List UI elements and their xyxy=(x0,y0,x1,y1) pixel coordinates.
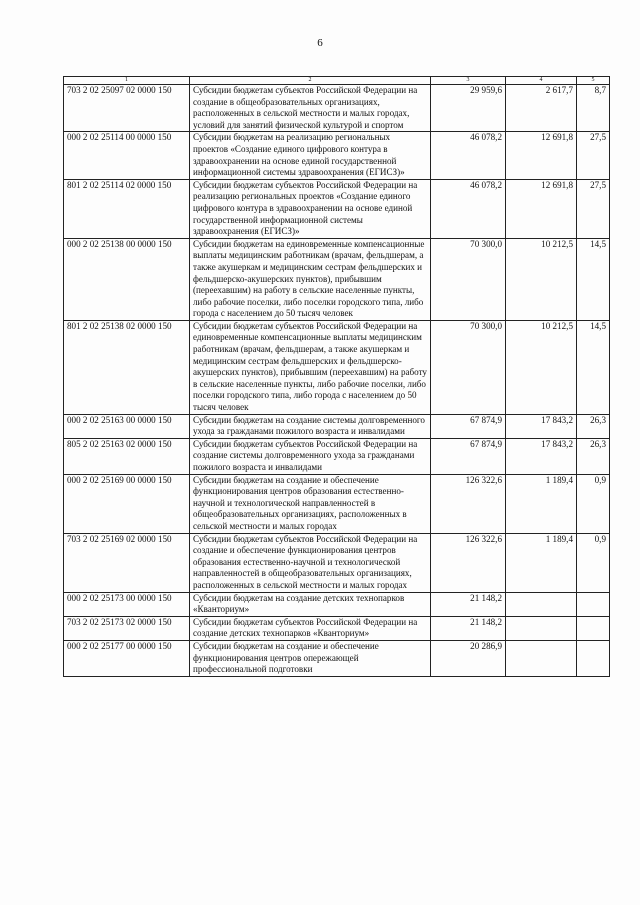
table-row xyxy=(64,132,610,179)
table-row xyxy=(64,414,610,438)
plan-amount-cell: 46 078,2 xyxy=(431,179,506,238)
plan-amount-cell: 67 874,9 xyxy=(431,414,506,438)
description-cell: Субсидии бюджетам на создание системы долговременного ухода за гражданами пожилого возраста и инвалидами xyxy=(190,414,431,438)
table-row xyxy=(64,179,610,238)
actual-amount-cell xyxy=(506,640,577,676)
actual-amount-cell: 10 212,5 xyxy=(506,238,577,320)
actual-amount-cell: 10 212,5 xyxy=(506,320,577,414)
percent-cell xyxy=(577,616,610,640)
budget-code-cell: 000 2 02 25163 00 0000 150 xyxy=(64,414,190,438)
budget-code-cell: 000 2 02 25138 00 0000 150 xyxy=(64,238,190,320)
budget-code-cell: 000 2 02 25169 00 0000 150 xyxy=(64,474,190,533)
budget-code-cell: 801 2 02 25138 02 0000 150 xyxy=(64,320,190,414)
plan-amount-cell: 29 959,6 xyxy=(431,85,506,132)
table-row xyxy=(64,592,610,616)
table-row xyxy=(64,238,610,320)
actual-amount-cell: 12 691,8 xyxy=(506,132,577,179)
column-header-1: 1 xyxy=(64,77,190,85)
budget-code-cell: 703 2 02 25097 02 0000 150 xyxy=(64,85,190,132)
budget-code-cell: 000 2 02 25177 00 0000 150 xyxy=(64,640,190,676)
plan-amount-cell: 126 322,6 xyxy=(431,533,506,592)
description-cell: Субсидии бюджетам на создание детских технопарков «Кванториум» xyxy=(190,592,431,616)
description-cell: Субсидии бюджетам субъектов Российской Федерации на создание в общеобразовательных организациях, расположенных в сельской местности и малых городах, условий для занятий физической культурой и спортом xyxy=(190,85,431,132)
percent-cell: 0,9 xyxy=(577,474,610,533)
budget-table xyxy=(63,76,610,677)
column-header-2: 2 xyxy=(190,77,431,85)
table-row xyxy=(64,533,610,592)
percent-cell: 0,9 xyxy=(577,533,610,592)
column-header-5: 5 xyxy=(577,77,610,85)
budget-code-cell: 703 2 02 25173 02 0000 150 xyxy=(64,616,190,640)
plan-amount-cell: 21 148,2 xyxy=(431,616,506,640)
budget-table-body xyxy=(64,77,610,677)
column-header-4: 4 xyxy=(506,77,577,85)
budget-code-cell: 703 2 02 25169 02 0000 150 xyxy=(64,533,190,592)
percent-cell: 26,3 xyxy=(577,438,610,474)
percent-cell: 27,5 xyxy=(577,179,610,238)
percent-cell: 8,7 xyxy=(577,85,610,132)
percent-cell: 27,5 xyxy=(577,132,610,179)
description-cell: Субсидии бюджетам субъектов Российской Федерации на создание и обеспечение функционирования центров образования естественно-научной и технологической направленностей в общеобразовательных организациях, расположенных в сельской местности и малых городах xyxy=(190,533,431,592)
actual-amount-cell: 2 617,7 xyxy=(506,85,577,132)
plan-amount-cell: 21 148,2 xyxy=(431,592,506,616)
column-header-3: 3 xyxy=(431,77,506,85)
table-row xyxy=(64,320,610,414)
column-number-row xyxy=(64,77,610,85)
description-cell: Субсидии бюджетам субъектов Российской Федерации на единовременные компенсационные выплаты медицинским работникам (врачам, фельдшерам, а также акушеркам и медицинским сестрам фельдшерских и фельдшерско-акушерских пунктов), прибывшим (переехавшим) на работу в сельские населенные пункты, либо рабочие поселки, либо поселки городского типа, либо города с населением до 50 тысяч человек xyxy=(190,320,431,414)
table-row xyxy=(64,85,610,132)
budget-code-cell: 801 2 02 25114 02 0000 150 xyxy=(64,179,190,238)
description-cell: Субсидии бюджетам субъектов Российской Федерации на создание детских технопарков «Кванториум» xyxy=(190,616,431,640)
plan-amount-cell: 46 078,2 xyxy=(431,132,506,179)
budget-code-cell: 805 2 02 25163 02 0000 150 xyxy=(64,438,190,474)
table-row xyxy=(64,640,610,676)
description-cell: Субсидии бюджетам на создание и обеспечение функционирования центров опережающей профессиональной подготовки xyxy=(190,640,431,676)
actual-amount-cell xyxy=(506,616,577,640)
actual-amount-cell: 17 843,2 xyxy=(506,438,577,474)
plan-amount-cell: 67 874,9 xyxy=(431,438,506,474)
percent-cell: 26,3 xyxy=(577,414,610,438)
plan-amount-cell: 126 322,6 xyxy=(431,474,506,533)
description-cell: Субсидии бюджетам на реализацию региональных проектов «Создание единого цифрового контура в здравоохранении на основе единой государственной информационной системы здравоохранения (ЕГИСЗ)» xyxy=(190,132,431,179)
budget-code-cell: 000 2 02 25173 00 0000 150 xyxy=(64,592,190,616)
table-row xyxy=(64,438,610,474)
percent-cell xyxy=(577,592,610,616)
description-cell: Субсидии бюджетам субъектов Российской Федерации на создание системы долговременного ухода за гражданами пожилого возраста и инвалидами xyxy=(190,438,431,474)
actual-amount-cell: 12 691,8 xyxy=(506,179,577,238)
plan-amount-cell: 70 300,0 xyxy=(431,238,506,320)
budget-code-cell: 000 2 02 25114 00 0000 150 xyxy=(64,132,190,179)
actual-amount-cell xyxy=(506,592,577,616)
percent-cell xyxy=(577,640,610,676)
percent-cell: 14,5 xyxy=(577,320,610,414)
table-row xyxy=(64,616,610,640)
description-cell: Субсидии бюджетам субъектов Российской Федерации на реализацию региональных проектов «Создание единого цифрового контура в здравоохранении на основе единой государственной информационной системы здравоохранения (ЕГИСЗ)» xyxy=(190,179,431,238)
plan-amount-cell: 70 300,0 xyxy=(431,320,506,414)
plan-amount-cell: 20 286,9 xyxy=(431,640,506,676)
actual-amount-cell: 1 189,4 xyxy=(506,533,577,592)
percent-cell: 14,5 xyxy=(577,238,610,320)
table-row xyxy=(64,474,610,533)
description-cell: Субсидии бюджетам на создание и обеспечение функционирования центров образования естественно-научной и технологической направленностей в общеобразовательных организациях, расположенных в сельской местности и малых городах xyxy=(190,474,431,533)
actual-amount-cell: 1 189,4 xyxy=(506,474,577,533)
description-cell: Субсидии бюджетам на единовременные компенсационные выплаты медицинским работникам (врачам, фельдшерам, а также акушеркам и медицинским сестрам фельдшерских и фельдшерско-акушерских пунктов), прибывшим (переехавшим) на работу в сельские населенные пункты, либо рабочие поселки, либо поселки городского типа, либо города с населением до 50 тысяч человек xyxy=(190,238,431,320)
page-number: 6 xyxy=(317,37,323,49)
actual-amount-cell: 17 843,2 xyxy=(506,414,577,438)
